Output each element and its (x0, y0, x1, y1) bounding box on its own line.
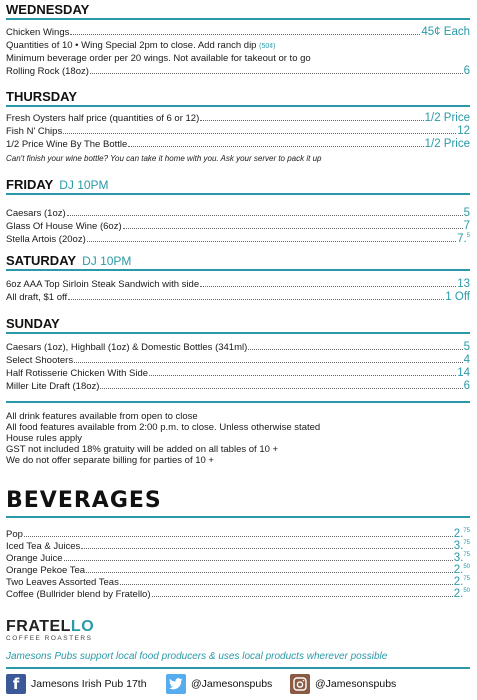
menu-item: Fresh Oysters half price (quantities of 6 or 12) 1/2 Price (6, 112, 470, 124)
wednesday-note-b: Minimum beverage order per 20 wings. Not available for takeout or to go (6, 53, 311, 64)
thursday-title: THURSDAY (6, 89, 78, 104)
friday-title: FRIDAY DJ 10PM (6, 177, 109, 192)
footnote: House rules apply (6, 433, 83, 444)
thursday-note: Can't finish your wine bottle? You can take it home with you. Ask your server to pack it up (6, 154, 322, 163)
menu-item: Rolling Rock (18oz) 6 (6, 65, 470, 77)
wednesday-note-a: Quantities of 10 • Wing Special 2pm to close. Add ranch dip (50¢) (6, 40, 276, 51)
section-divider (6, 105, 470, 107)
saturday-section (6, 253, 470, 303)
menu-item: Fish N' Chips 12 (6, 125, 470, 137)
friday-dj: DJ 10PM (59, 178, 109, 192)
support-statement: Jamesons Pubs support local food producers & uses local products wherever possible (6, 651, 388, 662)
sunday-title: SUNDAY (6, 316, 60, 331)
menu-item: Coffee (Bullrider blend by Fratello) 2.50 (6, 588, 470, 600)
section-divider (6, 667, 470, 669)
section-divider (6, 18, 470, 20)
menu-item: 6oz AAA Top Sirloin Steak Sandwich with side 13 (6, 278, 470, 290)
menu-item: 1/2 Price Wine By The Bottle 1/2 Price (6, 138, 470, 150)
instagram-icon (290, 674, 310, 694)
footnote: We do not offer separate billing for parties of 10 + (6, 455, 214, 466)
menu-item: Glass Of House Wine (6oz) 7 (6, 220, 470, 232)
section-divider (6, 401, 470, 403)
menu-item: Miller Lite Draft (18oz) 6 (6, 380, 470, 392)
facebook-icon: f (6, 674, 26, 694)
menu-item: Caesars (1oz) 5 (6, 207, 470, 219)
wednesday-section (6, 2, 470, 77)
saturday-title: SATURDAY DJ 10PM (6, 253, 132, 268)
twitter-icon (166, 674, 186, 694)
menu-item: All draft, $1 off 1 Off (6, 291, 470, 303)
facebook-link[interactable]: f Jamesons Irish Pub 17th (6, 674, 147, 694)
footnote: All drink features available from open to close (6, 411, 198, 422)
footnote: All food features available from 2:00 p.m. to close. Unless otherwise stated (6, 422, 321, 433)
menu-item: Chicken Wings 45¢ Each (6, 26, 470, 38)
instagram-link[interactable]: @Jamesonspubs (290, 674, 396, 694)
menu-item: Caesars (1oz), Highball (1oz) & Domestic Bottles (341ml) 5 (6, 341, 470, 353)
menu-item: Orange Juice 3.75 (6, 552, 470, 564)
menu-item: Orange Pekoe Tea 2.50 (6, 564, 470, 576)
menu-item: Iced Tea & Juices 3.75 (6, 540, 470, 552)
sunday-section (6, 316, 470, 392)
footnote: GST not included 18% gratuity will be added on all tables of 10 + (6, 444, 279, 455)
wednesday-title: WEDNESDAY (6, 2, 90, 17)
twitter-link[interactable]: @Jamesonspubs (166, 674, 272, 694)
section-divider (6, 332, 470, 334)
section-divider (6, 193, 470, 195)
friday-section (6, 177, 470, 245)
saturday-dj: DJ 10PM (82, 254, 132, 268)
section-divider (6, 516, 470, 518)
fratello-logo: FRATELLO COFFEE ROASTERS (6, 618, 95, 642)
section-divider (6, 269, 470, 271)
beverages-title: BEVERAGES (6, 488, 162, 513)
menu-item: Stella Artois (20oz) 7.$^5$ (6, 233, 470, 245)
menu-item: Half Rotisserie Chicken With Side 14 (6, 367, 470, 379)
menu-item: Pop 2.75 (6, 528, 470, 540)
thursday-section (6, 89, 470, 163)
menu-item: Two Leaves Assorted Teas 2.75 (6, 576, 470, 588)
menu-item: Select Shooters 4 (6, 354, 470, 366)
